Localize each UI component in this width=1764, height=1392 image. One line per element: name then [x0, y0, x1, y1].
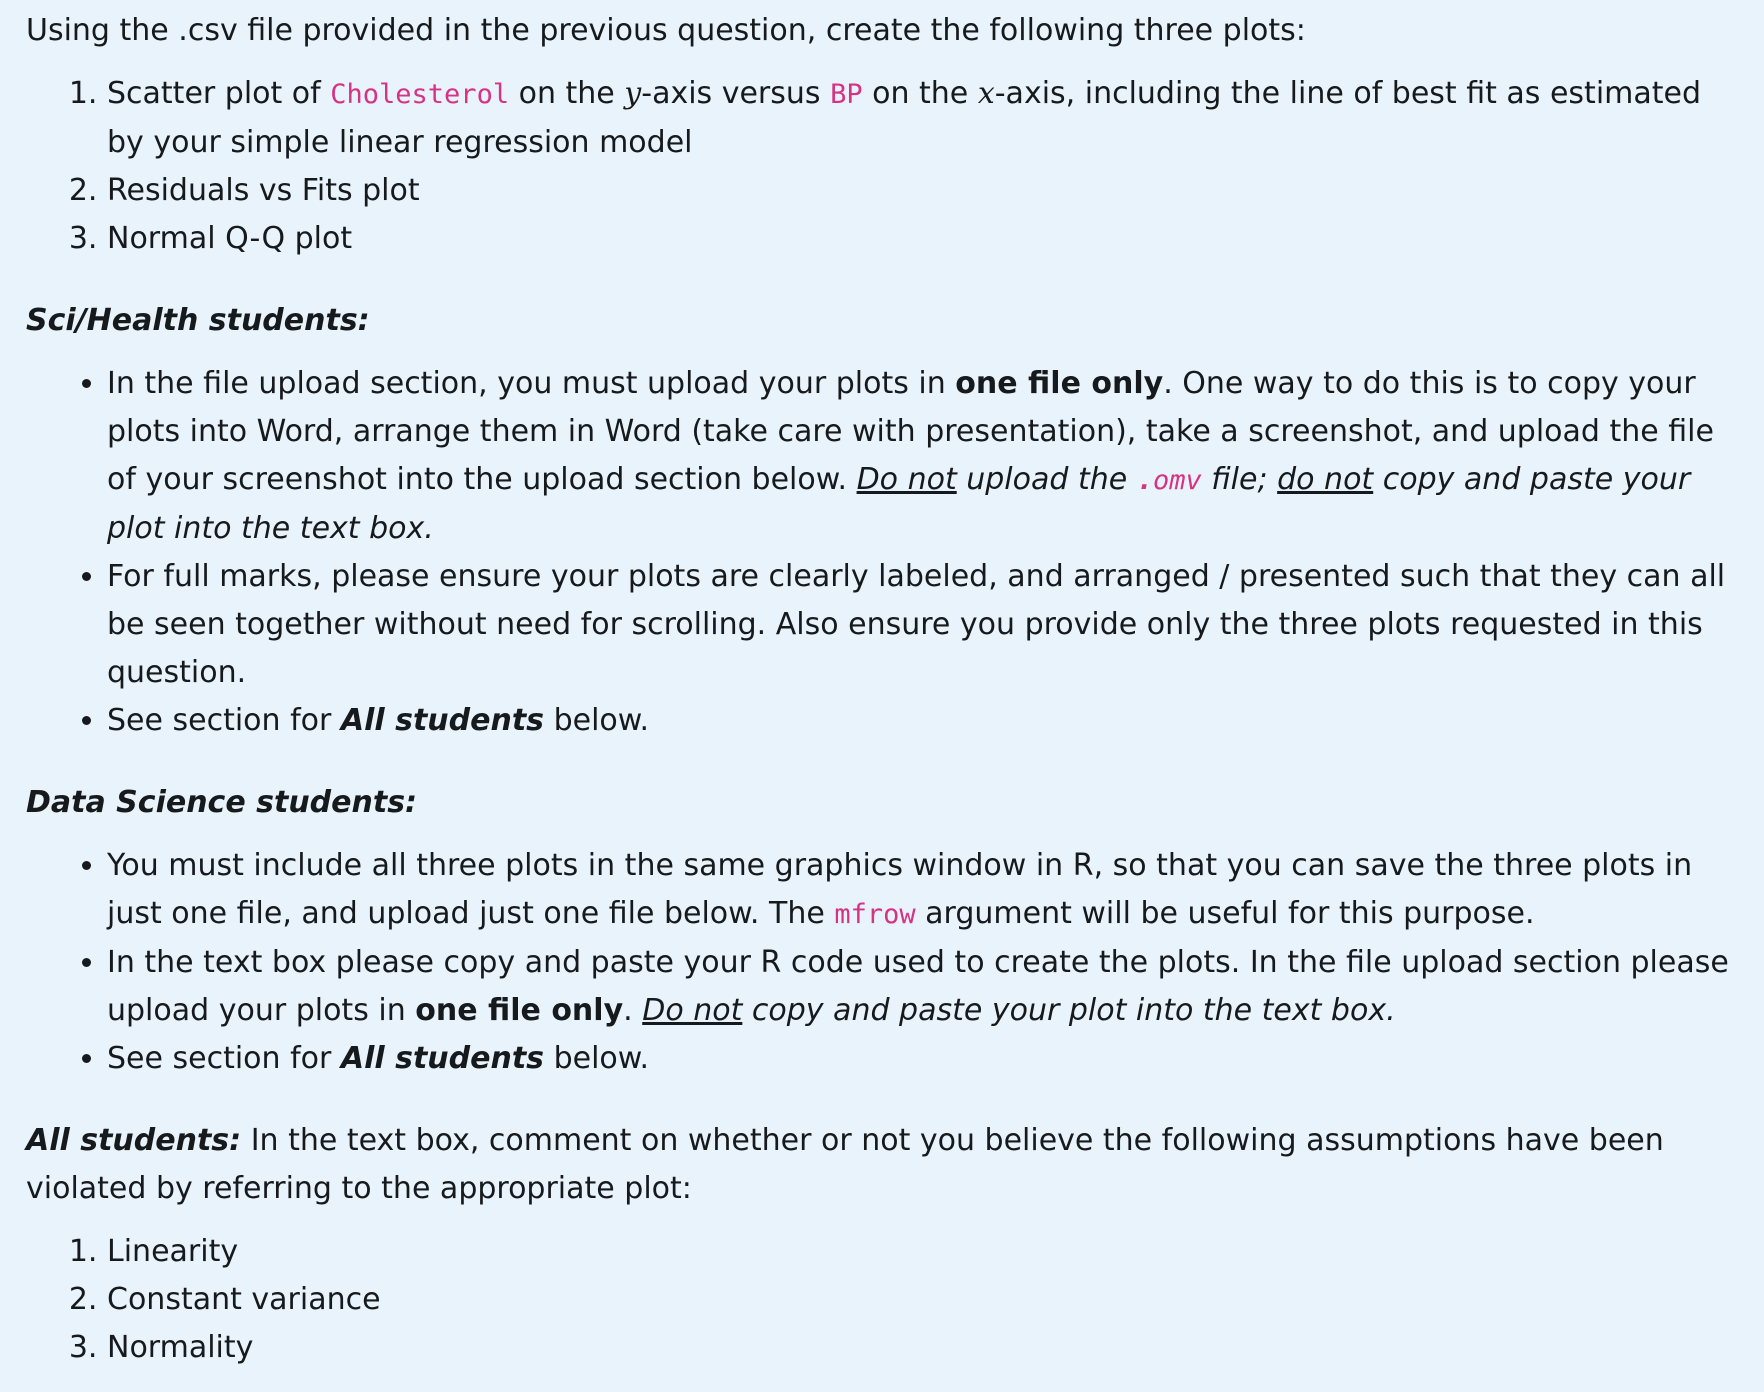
sci-b2-text: For full marks, please ensure your plots are clearly labeled, and arranged / presented such that they can all be seen together without need for scrolling. Also ensure you provide only the three plots requested in this question. — [107, 559, 1726, 690]
assumption-item — [107, 1228, 1738, 1276]
plots-list — [26, 70, 1738, 263]
plot-item-1-text-2: on the — [509, 76, 625, 111]
sci-b3-text-2: below. — [544, 703, 650, 738]
assumption-1-text: Linearity — [107, 1234, 239, 1269]
all-students-text: In the text box, comment on whether or not you believe the following assumptions have been violated by referring to the appropriate plot: — [26, 1123, 1664, 1206]
ds-b1-text-2: argument will be useful for this purpose. — [915, 896, 1535, 931]
sci-b1-text: In the file upload section, you must upload your plots in — [107, 366, 956, 401]
sci-health-bullet — [107, 697, 1738, 745]
sci-b1-underline-2: do not — [1277, 462, 1374, 497]
sci-b3-bold-italic: All students — [340, 703, 545, 738]
code-cholesterol: Cholesterol — [330, 79, 510, 110]
plot-item-1-text-4: on the — [862, 76, 978, 111]
assumption-item — [107, 1324, 1738, 1372]
assumption-item — [107, 1276, 1738, 1324]
assumptions-list — [26, 1228, 1738, 1372]
plot-item-2-text: Residuals vs Fits plot — [107, 173, 420, 208]
sci-b1-underline-1: Do not — [856, 462, 957, 497]
plots-list-item — [107, 70, 1738, 167]
ds-b2-text-2: . — [623, 993, 643, 1028]
sci-health-list — [26, 360, 1738, 745]
sci-health-heading: Sci/Health students: — [26, 303, 370, 338]
data-science-bullet — [107, 939, 1738, 1035]
code-bp: BP — [830, 79, 863, 110]
math-y: y — [624, 76, 642, 111]
ds-b2-underline: Do not — [642, 993, 743, 1028]
all-students-paragraph — [26, 1117, 1738, 1213]
math-x: x — [977, 76, 995, 111]
data-science-list — [26, 842, 1738, 1083]
code-omv: omv — [1152, 465, 1202, 496]
code-dot: . — [1136, 465, 1153, 496]
assumption-3-text: Normality — [107, 1330, 254, 1365]
ds-b2-italic: copy and paste your plot into the text box. — [742, 993, 1396, 1028]
data-science-bullet — [107, 842, 1738, 939]
ds-b1-text: You must include all three plots in the same graphics window in R, so that you can save the three plots in just one file, and upload just one file below. The — [107, 848, 1693, 931]
assumption-2-text: Constant variance — [107, 1282, 381, 1317]
sci-b1-bold: one file only — [955, 366, 1164, 401]
sci-b3-text: See section for — [107, 703, 341, 738]
sci-b1-italic-2: file; — [1201, 462, 1278, 497]
data-science-heading: Data Science students: — [26, 785, 418, 820]
plot-item-3-text: Normal Q-Q plot — [107, 221, 353, 256]
code-mfrow: mfrow — [834, 899, 916, 930]
sci-health-bullet — [107, 553, 1738, 697]
plot-item-1-text: Scatter plot of — [107, 76, 331, 111]
ds-b3-text: See section for — [107, 1041, 341, 1076]
all-students-heading: All students: — [26, 1123, 242, 1158]
ds-b2-bold: one file only — [415, 993, 624, 1028]
ds-b2-text: In the text box please copy and paste your R code used to create the plots. In the file upload section please upload your plots in — [107, 945, 1729, 1028]
plots-list-item — [107, 167, 1738, 215]
sci-health-bullet — [107, 360, 1738, 553]
ds-b3-text-2: below. — [544, 1041, 650, 1076]
intro-paragraph: Using the .csv file provided in the previous question, create the following three plots: — [26, 13, 1306, 48]
data-science-bullet — [107, 1035, 1738, 1083]
sci-b1-italic-3: copy and paste your plot into the text box. — [107, 462, 1691, 546]
sci-b1-italic-1: upload the — [956, 462, 1137, 497]
plot-item-1-text-3: -axis versus — [641, 76, 831, 111]
sci-b1-text-2: . One way to do this is to copy your plots into Word, arrange them in Word (take care with presentation), take a screenshot, and upload the file of your screenshot into the upload section below. — [107, 366, 1714, 497]
ds-b3-bold-italic: All students — [340, 1041, 545, 1076]
plots-list-item — [107, 215, 1738, 263]
plot-item-1-text-5: -axis, including the line of best fit as estimated by your simple linear regression model — [107, 76, 1702, 160]
